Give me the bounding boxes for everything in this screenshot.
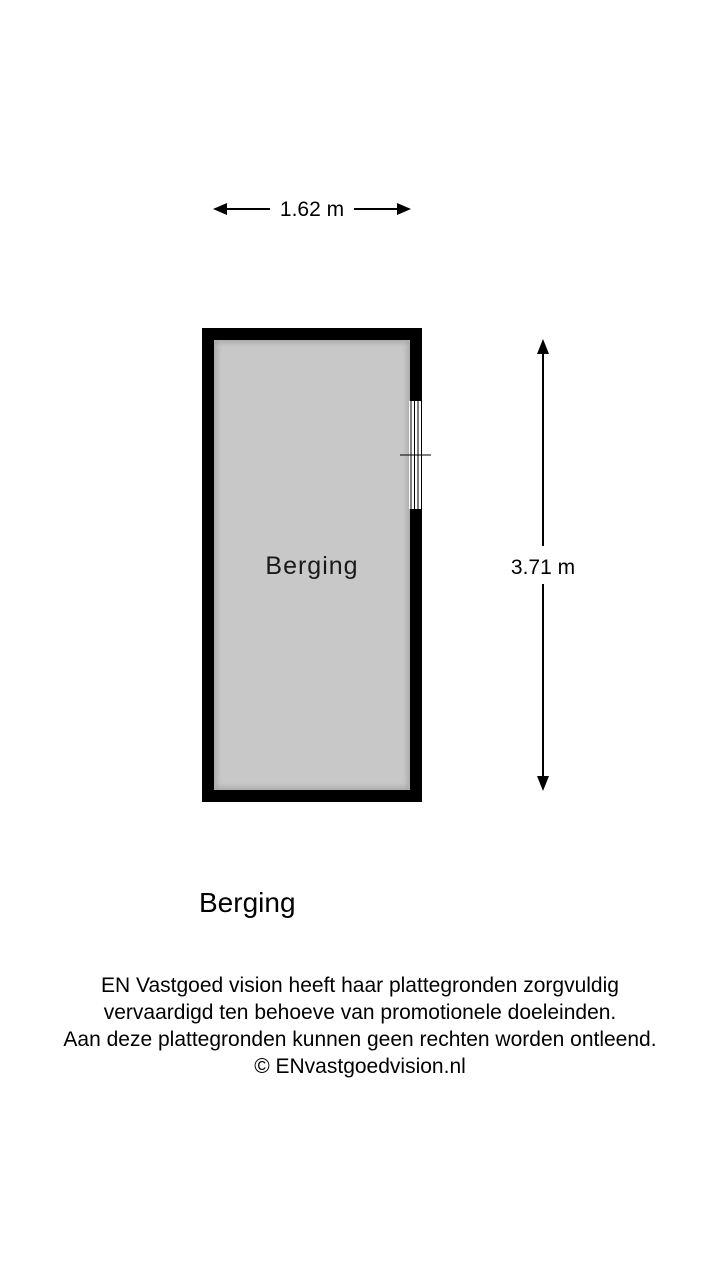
- room-berging: [202, 328, 431, 802]
- disclaimer-line: Aan deze plattegronden kunnen geen rechten worden ontleend.: [63, 1028, 657, 1051]
- height-arrow-top: [537, 339, 549, 354]
- disclaimer-line: vervaardigd ten behoeve van promotionele doeleinden.: [103, 1001, 617, 1024]
- height-arrow-bottom: [537, 776, 549, 791]
- width-arrow-right: [397, 203, 411, 215]
- width-dimension: [213, 198, 411, 221]
- height-dimension-label: 3.71 m: [510, 556, 576, 579]
- disclaimer-copyright: © ENvastgoedvision.nl: [254, 1055, 466, 1078]
- floor-title: Berging: [199, 887, 296, 918]
- width-arrow-left: [213, 203, 227, 215]
- height-dimension: [511, 339, 575, 791]
- width-dimension-label: 1.62 m: [279, 198, 345, 221]
- room-label: Berging: [265, 552, 359, 580]
- disclaimer: [0, 972, 720, 1080]
- disclaimer-line: EN Vastgoed vision heeft haar plattegronden zorgvuldig: [101, 974, 619, 997]
